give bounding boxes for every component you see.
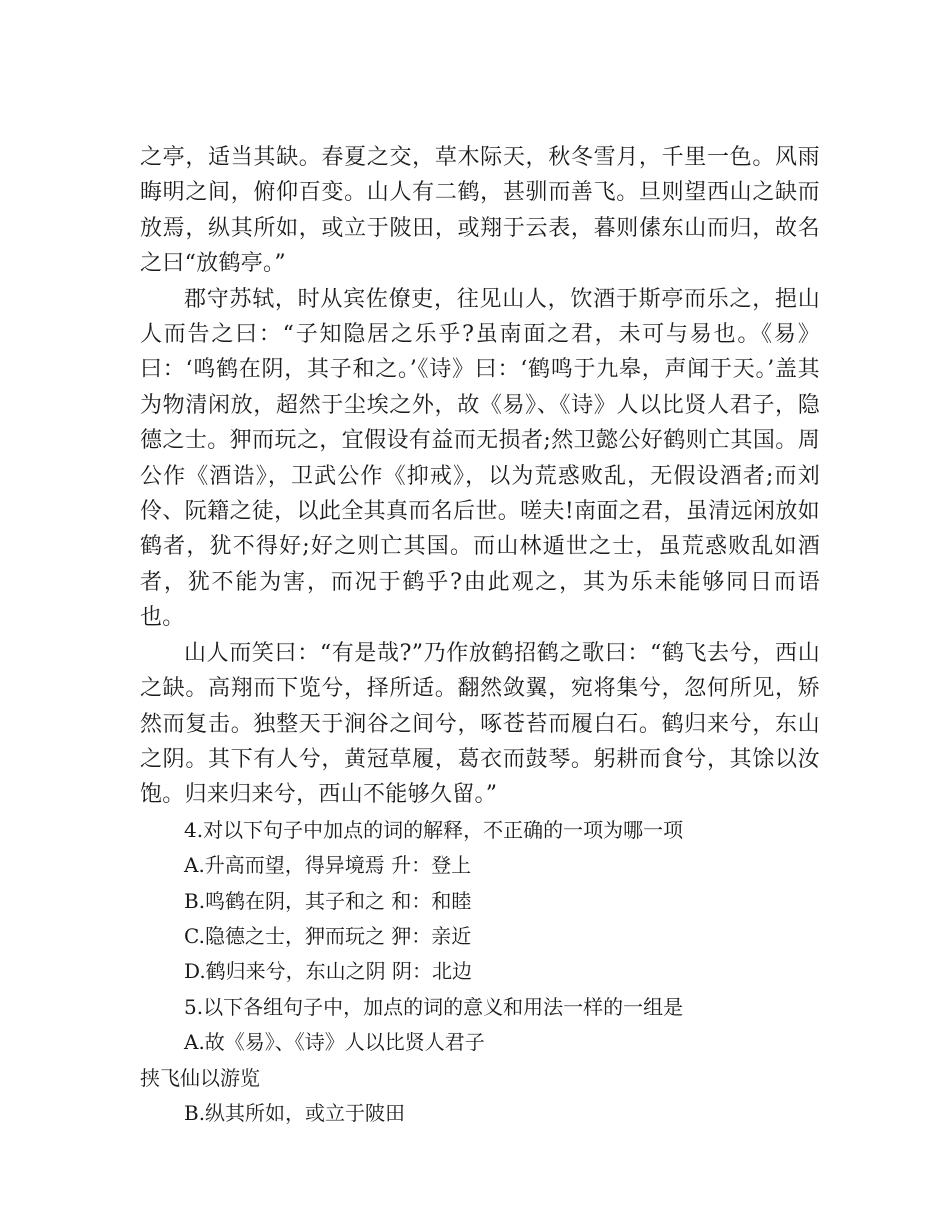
question-4-option-d: D.鹤归来兮，东山之阴 阴：北边 [184, 959, 473, 984]
question-5-stem: 5.以下各组句子中，加点的词的意义和用法一样的一组是 [184, 994, 684, 1019]
paragraph-1: 之亭，适当其缺。春夏之交，草木际天，秋冬雪月，千里一色。风雨晦明之间，俯仰百变。山人有二鹤，甚驯而善飞。旦则望西山之缺而放焉，纵其所如，或立于陂田，或翔于云表，暮则傃东山而归，故名之曰“放鹤亭。” [140, 145, 820, 277]
question-5-option-a: A.故《易》、《诗》人以比贤人君子 [184, 1030, 485, 1055]
question-5-option-b: B.纵其所如，或立于陂田 [184, 1100, 406, 1125]
question-5-option-a-line2: 挟飞仙以游览 [140, 1065, 260, 1090]
document-page [140, 140, 820, 1131]
paragraph-3: 山人而笑曰：“有是哉?”乃作放鹤招鹤之歌曰：“鹤飞去兮，西山之缺。高翔而下览兮，择所适。翻然敛翼，宛将集兮，忽何所见，矫然而复击。独整天于涧谷之间兮，啄苍苔而履白石。鹤归来兮，东山之阴。其下有人兮，黄冠草履，葛衣而鼓琴。躬耕而食兮，其馀以汝饱。归来归来兮，西山不能够久留。” [140, 640, 820, 808]
question-4-option-c: C.隐德之士，狎而玩之 狎：亲近 [184, 923, 472, 948]
question-4-stem: 4.对以下句子中加点的词的解释，不正确的一项为哪一项 [184, 817, 684, 842]
paragraph-2: 郡守苏轼，时从宾佐僚吏，往见山人，饮酒于斯亭而乐之，挹山人而告之曰：“子知隐居之乐乎?虽南面之君，未可与易也。《易》曰：‘鸣鹤在阴，其子和之。’《诗》曰：‘鹤鸣于九皋，声闻于天。’盖其为物清闲放，超然于尘埃之外，故《易》、《诗》人以比贤人君子，隐德之士。狎而玩之，宜假设有益而无损者;然卫懿公好鹤则亡其国。周公作《酒诰》，卫武公作《抑戒》，以为荒惑败乱，无假设酒者;而刘伶、阮籍之徒，以此全其真而名后世。嗟夫!南面之君，虽清远闲放如鹤者，犹不得好;好之则亡其国。而山林遁世之士，虽荒惑败乱如酒者，犹不能为害，而况于鹤乎?由此观之，其为乐未能够同日而语也。 [140, 286, 820, 631]
question-4-option-b: B.鸣鹤在阴，其子和之 和：和睦 [184, 888, 472, 913]
question-4-option-a: A.升高而望，得异境焉 升：登上 [184, 853, 472, 878]
